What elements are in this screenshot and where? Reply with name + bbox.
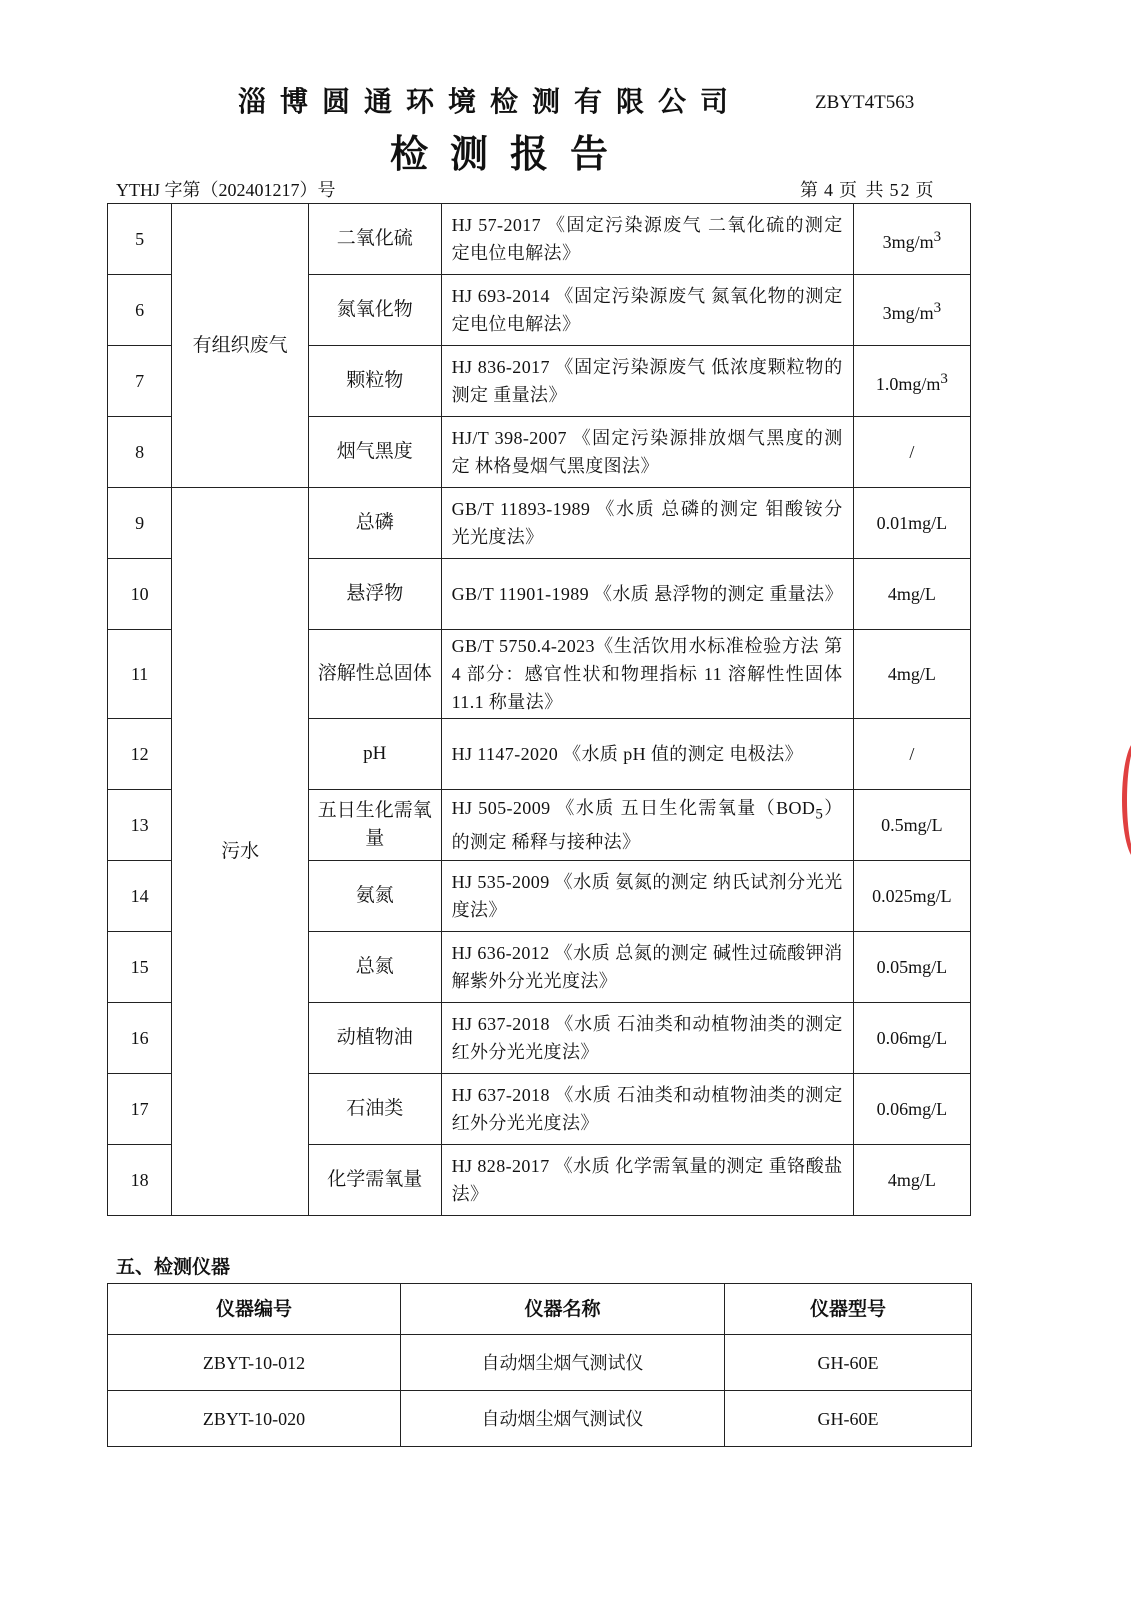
instrument-id: ZBYT-10-020: [108, 1391, 401, 1447]
test-item: 氮氧化物: [308, 275, 441, 346]
limit-value: 1.0mg/m: [875, 373, 941, 394]
test-item: 氨氮: [308, 861, 441, 932]
detection-limit: /: [853, 417, 970, 488]
row-number: 17: [108, 1074, 172, 1145]
detection-limit: 4mg/L: [853, 630, 970, 719]
detection-limit: 0.5mg/L: [853, 790, 970, 861]
row-number: 13: [108, 790, 172, 861]
page-current: 4: [824, 180, 835, 200]
test-item: 动植物油: [308, 1003, 441, 1074]
detection-limit: 0.05mg/L: [853, 932, 970, 1003]
page-total: 52: [889, 180, 912, 200]
limit-value: 3mg/m: [882, 302, 934, 323]
test-item: 二氧化硫: [308, 204, 441, 275]
column-header: 仪器编号: [108, 1284, 401, 1335]
page-mid: 页 共: [839, 180, 886, 200]
detection-limit: 4mg/L: [853, 559, 970, 630]
page-prefix: 第: [800, 180, 820, 200]
limit-value: 3mg/m: [882, 231, 934, 252]
row-number: 15: [108, 932, 172, 1003]
instrument-id: ZBYT-10-012: [108, 1335, 401, 1391]
test-method: HJ 535-2009 《水质 氨氮的测定 纳氏试剂分光光度法》: [441, 861, 853, 932]
test-method: GB/T 11901-1989 《水质 悬浮物的测定 重量法》: [441, 559, 853, 630]
detection-limit: 0.025mg/L: [853, 861, 970, 932]
column-header: 仪器型号: [725, 1284, 972, 1335]
row-number: 18: [108, 1145, 172, 1216]
page-suffix: 页: [915, 180, 936, 200]
row-number: 16: [108, 1003, 172, 1074]
header-row: [108, 1284, 972, 1335]
test-method: HJ 57-2017 《固定污染源废气 二氧化硫的测定 定电位电解法》: [441, 204, 853, 275]
instrument-model: GH-60E: [725, 1391, 972, 1447]
test-item: 化学需氧量: [308, 1145, 441, 1216]
column-header: 仪器名称: [401, 1284, 725, 1335]
instruments-table: [107, 1283, 972, 1447]
test-method: GB/T 5750.4-2023《生活饮用水标准检验方法 第 4 部分：感官性状和物理指标 11 溶解性性固体 11.1 称量法》: [441, 630, 853, 719]
test-method: GB/T 11893-1989 《水质 总磷的测定 钼酸铵分光光度法》: [441, 488, 853, 559]
detection-limit: 0.06mg/L: [853, 1074, 970, 1145]
report-code: ZBYT4T563: [815, 92, 915, 113]
row-number: 6: [108, 275, 172, 346]
instrument-name: 自动烟尘烟气测试仪: [401, 1391, 725, 1447]
row-number: 12: [108, 719, 172, 790]
test-item: 烟气黑度: [308, 417, 441, 488]
test-method: HJ 637-2018 《水质 石油类和动植物油类的测定 红外分光光度法》: [441, 1003, 853, 1074]
table-row: [108, 204, 971, 275]
method-text-start: HJ 505-2009 《水质 五日生化需氧量（BOD: [451, 797, 816, 818]
detection-limit: 0.01mg/L: [853, 488, 970, 559]
detection-limit: 4mg/L: [853, 1145, 970, 1216]
test-method: HJ/T 398-2007 《固定污染源排放烟气黑度的测定 林格曼烟气黑度图法》: [441, 417, 853, 488]
category-cell: 污水: [172, 488, 309, 1216]
category-cell: 有组织废气: [172, 204, 309, 488]
detection-limit: [853, 275, 970, 346]
table-row: [108, 488, 971, 559]
test-method: HJ 636-2012 《水质 总氮的测定 碱性过硫酸钾消解紫外分光光度法》: [441, 932, 853, 1003]
test-item: 石油类: [308, 1074, 441, 1145]
limit-superscript: 3: [940, 370, 948, 387]
row-number: 10: [108, 559, 172, 630]
test-method: HJ 828-2017 《水质 化学需氧量的测定 重铬酸盐法》: [441, 1145, 853, 1216]
row-number: 11: [108, 630, 172, 719]
test-item: 总氮: [308, 932, 441, 1003]
test-item: pH: [308, 719, 441, 790]
test-method: HJ 637-2018 《水质 石油类和动植物油类的测定 红外分光光度法》: [441, 1074, 853, 1145]
test-item: 五日生化需氧量: [308, 790, 441, 861]
table-row: [108, 1335, 972, 1391]
limit-superscript: 3: [933, 299, 942, 316]
row-number: 5: [108, 204, 172, 275]
detection-limit: [853, 204, 970, 275]
method-subscript: 5: [815, 806, 824, 823]
page-indicator: [800, 176, 936, 202]
detection-limit: /: [853, 719, 970, 790]
row-number: 9: [108, 488, 172, 559]
row-number: 8: [108, 417, 172, 488]
test-item: 颗粒物: [308, 346, 441, 417]
report-title: 检测报告: [389, 132, 630, 176]
test-method: HJ 836-2017 《固定污染源废气 低浓度颗粒物的测定 重量法》: [441, 346, 853, 417]
instrument-model: GH-60E: [725, 1335, 972, 1391]
row-number: 14: [108, 861, 172, 932]
test-item: 悬浮物: [308, 559, 441, 630]
test-item: 总磷: [308, 488, 441, 559]
seal-stamp-edge: [1122, 740, 1131, 860]
report-number: YTHJ 字第（202401217）号: [116, 180, 336, 200]
section-title: 五、检测仪器: [116, 1256, 231, 1278]
row-number: 7: [108, 346, 172, 417]
test-method: HJ 693-2014 《固定污染源废气 氮氧化物的测定 定电位电解法》: [441, 275, 853, 346]
detection-limit: 0.06mg/L: [853, 1003, 970, 1074]
table-row: [108, 1391, 972, 1447]
test-item: 溶解性总固体: [308, 630, 441, 719]
company-name: 淄博圆通环境检测有限公司: [237, 85, 742, 118]
detection-limit: [853, 346, 970, 417]
method-text-end: ）的测定 稀释与接种法》: [451, 797, 843, 853]
instrument-name: 自动烟尘烟气测试仪: [401, 1335, 725, 1391]
methods-table: [107, 203, 971, 1216]
test-method: HJ 1147-2020 《水质 pH 值的测定 电极法》: [441, 719, 853, 790]
test-method: [441, 790, 853, 861]
limit-superscript: 3: [933, 228, 942, 245]
